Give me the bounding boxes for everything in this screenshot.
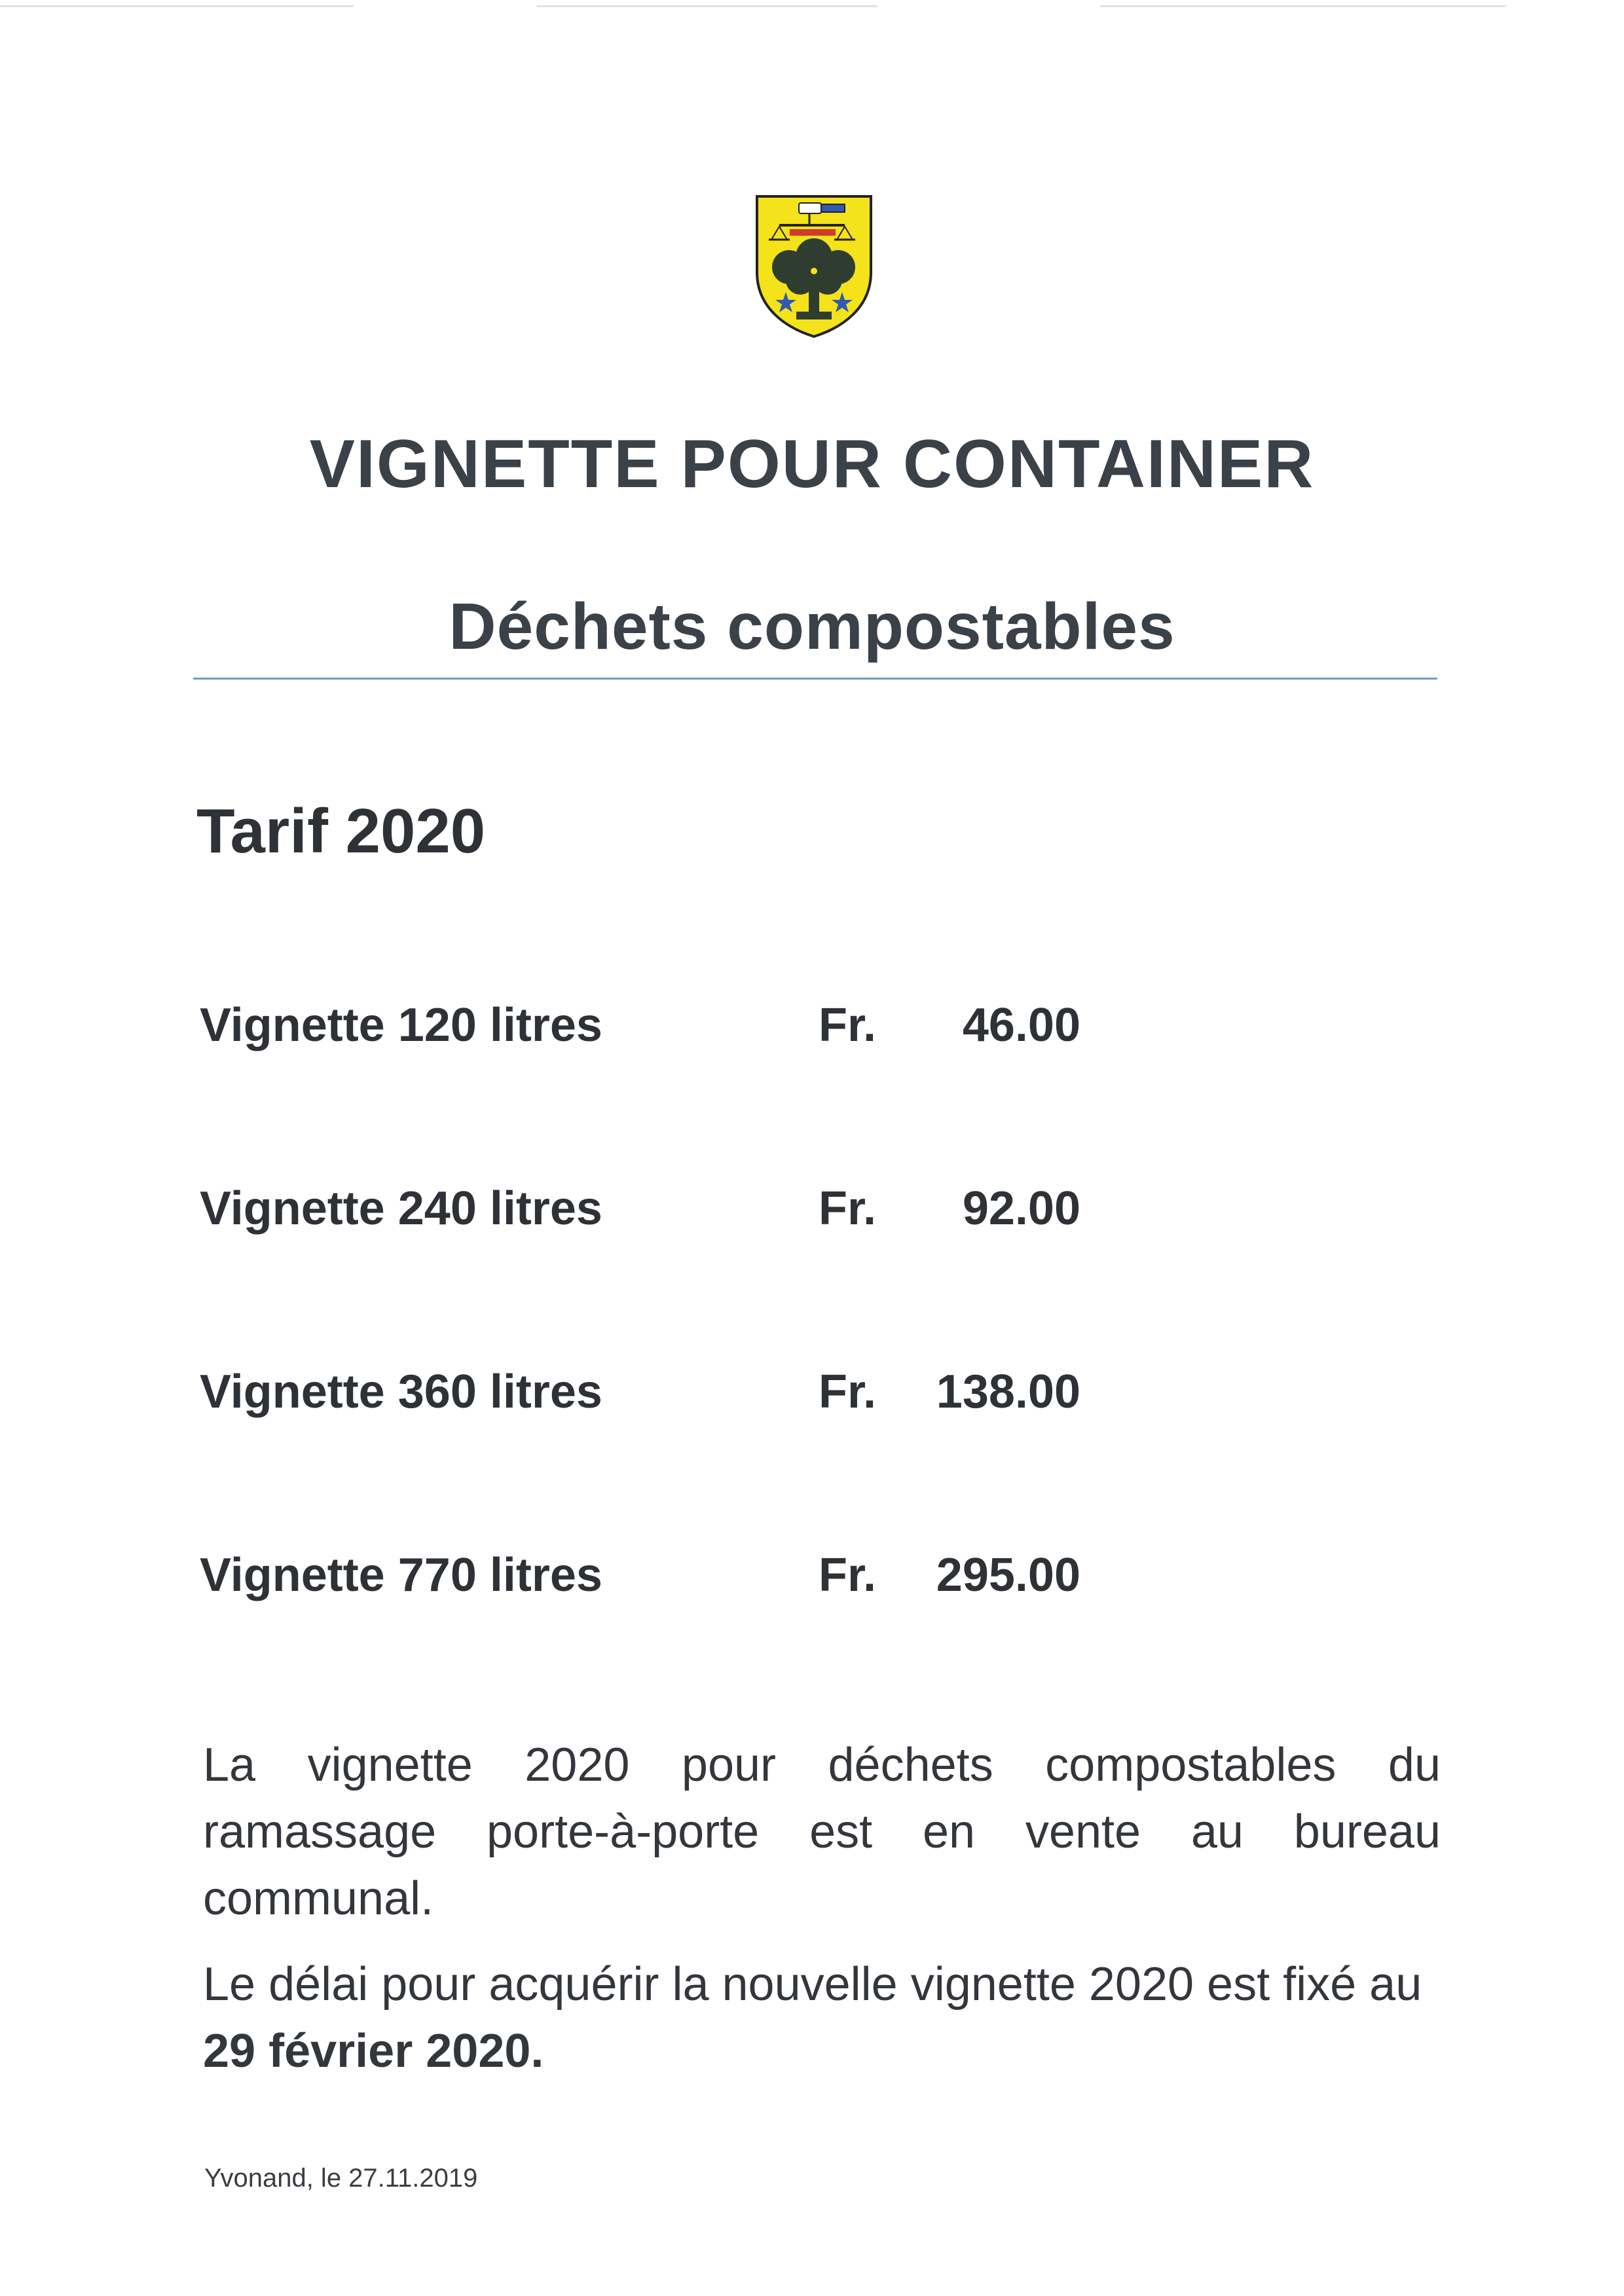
- page-subtitle: Déchets compostables: [449, 590, 1175, 663]
- price-row-currency: Fr.: [819, 1366, 877, 1418]
- price-row-amount: 138.00: [936, 1366, 1080, 1418]
- price-row-label: Vignette 120 litres: [200, 999, 602, 1051]
- price-row-currency: Fr.: [819, 1549, 877, 1601]
- price-row-amount: 92.00: [962, 1182, 1080, 1235]
- price-row-amount: 295.00: [936, 1549, 1080, 1601]
- price-row: [200, 1182, 1116, 1241]
- price-row-label: Vignette 770 litres: [200, 1549, 602, 1601]
- scan-edge-right: [1100, 5, 1506, 7]
- price-row: [200, 1548, 1116, 1607]
- price-row-label: Vignette 360 litres: [200, 1366, 602, 1418]
- sales-info-paragraph: La vignette 2020 pour déchets compostables du ramassage porte-à-porte est en vente au bureau communal.: [203, 1739, 1441, 1925]
- coat-of-arms-icon: [753, 194, 875, 339]
- price-row: [200, 1365, 1116, 1424]
- price-row: [200, 998, 1116, 1057]
- page-title: VIGNETTE POUR CONTAINER: [309, 426, 1315, 502]
- title-divider: [193, 678, 1437, 680]
- scan-edge-left: [0, 5, 354, 7]
- deadline-date: 29 février 2020.: [203, 2025, 544, 2077]
- price-row-amount: 46.00: [962, 999, 1080, 1051]
- place-date: Yvonand, le 27.11.2019: [204, 2164, 478, 2193]
- price-row-label: Vignette 240 litres: [200, 1182, 602, 1235]
- price-row-currency: Fr.: [819, 1182, 877, 1235]
- deadline-paragraph: [203, 1951, 1441, 2085]
- deadline-text: Le délai pour acquérir la nouvelle vignette 2020 est fixé au: [203, 1958, 1422, 2011]
- price-row-currency: Fr.: [819, 999, 877, 1051]
- tarif-heading: Tarif 2020: [196, 796, 486, 866]
- scan-edge-middle: [537, 5, 877, 7]
